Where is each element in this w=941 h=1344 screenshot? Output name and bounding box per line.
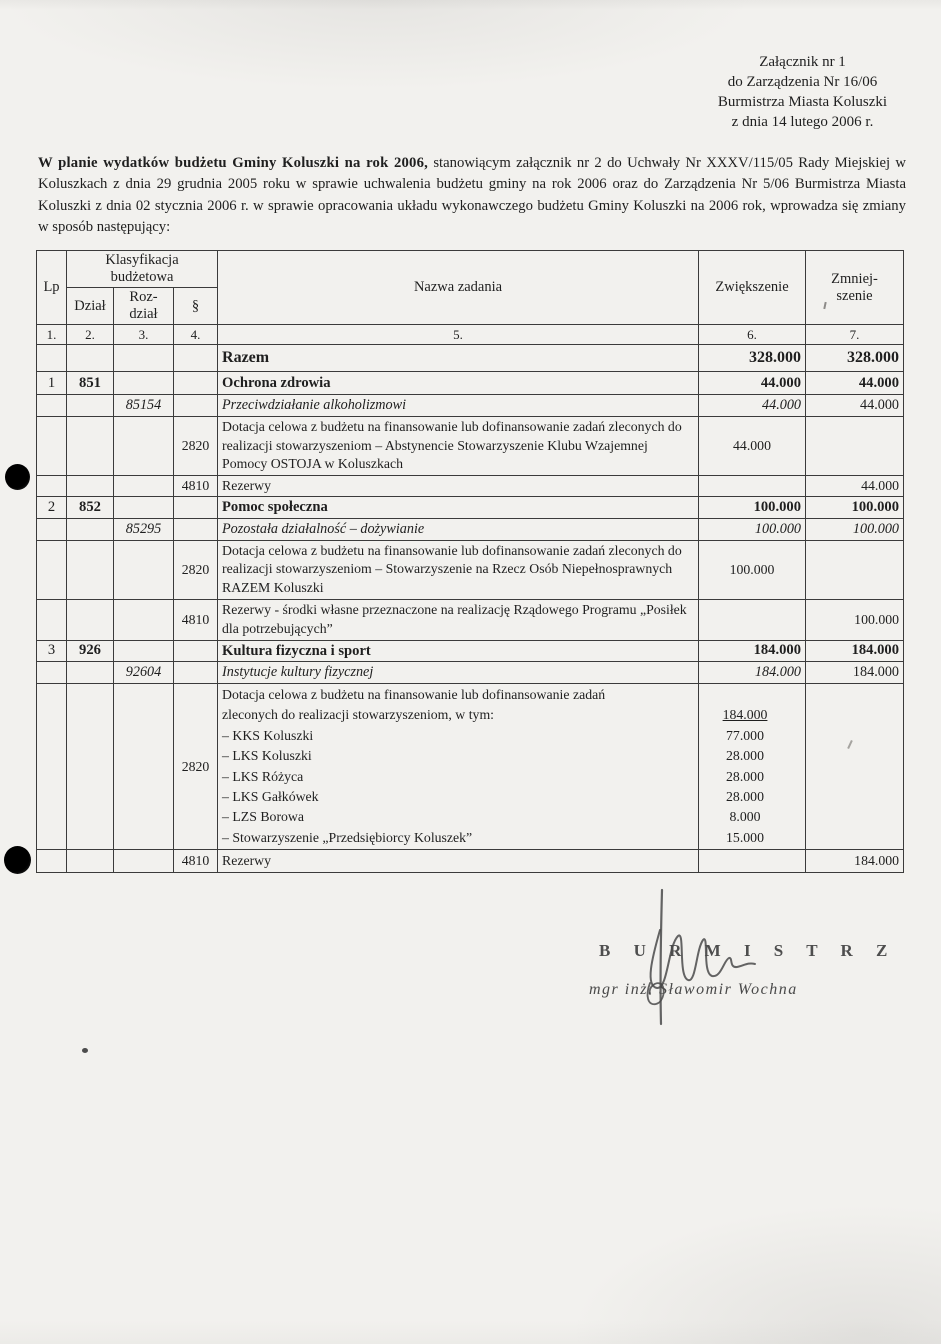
increase-value: 28.000: [726, 768, 764, 784]
mayor-stamp-name: mgr inż. Sławomir Wochna: [589, 981, 798, 998]
row-dzial: 852: [67, 497, 114, 519]
row-rozdzial: 85295: [114, 519, 174, 541]
row-decrease: 328.000: [806, 345, 904, 372]
row-decrease: 100.000: [806, 599, 904, 640]
row-name: [218, 684, 699, 850]
table-row: [37, 417, 904, 476]
row-increase: 184.000: [699, 640, 806, 662]
header-zmniej-line1: Zmniej-: [831, 270, 878, 287]
colnum-2: 2.: [67, 325, 114, 345]
row-decrease: [806, 684, 904, 850]
punch-hole-mark-top: [5, 464, 30, 490]
increase-value: 15.000: [726, 829, 764, 845]
row-paragraf: 4810: [174, 599, 218, 640]
row-decrease: [806, 540, 904, 599]
header-klasyfikacja: [67, 251, 218, 288]
dotacja-line: – KKS Koluszki: [222, 727, 314, 743]
table-row: [37, 684, 904, 850]
header-rozdzial-line2: dział: [129, 306, 158, 322]
row-lp: 1: [37, 372, 67, 395]
row-decrease: 44.000: [806, 475, 904, 497]
colnum-3: 3.: [114, 325, 174, 345]
row-name: Przeciwdziałanie alkoholizmowi: [218, 395, 699, 417]
annex-line-1: Załącznik nr 1: [759, 54, 846, 70]
header-zmniej-line2: szenie: [836, 287, 873, 304]
row-increase: [699, 475, 806, 497]
table-row: [37, 662, 904, 684]
increase-value: 28.000: [726, 748, 764, 764]
table-header-row-1: [37, 251, 904, 288]
dotacja-line: – LKS Gałkówek: [222, 789, 319, 805]
header-klasyfikacja-line1: Klasyfikacja: [105, 252, 179, 268]
dotacja-line: – LKS Różyca: [222, 768, 304, 784]
table-row: [37, 372, 904, 395]
row-increase: 100.000: [699, 540, 806, 599]
row-increase: 100.000: [699, 497, 806, 519]
table-row: [37, 345, 904, 372]
colnum-7: 7.: [806, 325, 904, 345]
table-row: [37, 519, 904, 541]
row-increase: 184.000: [699, 662, 806, 684]
annex-line-4: z dnia 14 lutego 2006 r.: [731, 114, 874, 130]
row-name: Pomoc społeczna: [218, 497, 699, 519]
table-row: [37, 850, 904, 873]
ink-speck: [82, 1048, 88, 1053]
table-row: [37, 540, 904, 599]
row-decrease: [806, 417, 904, 476]
colnum-6: 6.: [699, 325, 806, 345]
annex-line-2: do Zarządzenia Nr 16/06: [727, 74, 878, 90]
row-paragraf: 4810: [174, 475, 218, 497]
increase-values: [703, 685, 801, 848]
handwritten-signature: [590, 888, 850, 1028]
row-name: Rezerwy: [218, 475, 699, 497]
row-name: Pozostała działalność – dożywianie: [218, 519, 699, 541]
dotacja-line: Dotacja celowa z budżetu na finansowanie lub dofinansowanie zadań: [222, 687, 606, 702]
header-rozdzial-line1: Roz-: [129, 289, 158, 305]
row-decrease: 44.000: [806, 372, 904, 395]
punch-hole-mark-bottom: [4, 846, 31, 874]
header-paragraf: §: [174, 288, 218, 325]
row-increase: [699, 684, 806, 850]
row-name: Instytucje kultury fizycznej: [218, 662, 699, 684]
header-rozdzial: [114, 288, 174, 325]
row-dzial: 851: [67, 372, 114, 395]
mayor-stamp-title: B U R M I S T R Z: [599, 941, 897, 960]
intro-bold: W planie wydatków budżetu Gminy Koluszki na rok 2006,: [38, 155, 429, 171]
row-increase: 100.000: [699, 519, 806, 541]
row-decrease: 100.000: [806, 497, 904, 519]
row-decrease: 44.000: [806, 395, 904, 417]
row-decrease: 184.000: [806, 850, 904, 873]
row-paragraf: 2820: [174, 684, 218, 850]
row-name: Dotacja celowa z budżetu na finansowanie lub dofinansowanie zadań zleconych do realizacji stowarzyszeniom – Abstynencie Stowarzyszenie Klubu Wzajemnej Pomocy OSTOJA w Koluszkach: [218, 417, 699, 476]
row-name: Kultura fizyczna i sport: [218, 640, 699, 662]
row-increase: 44.000: [699, 395, 806, 417]
increase-value: 28.000: [726, 789, 764, 805]
header-zmniejszenie: [806, 251, 904, 325]
table-row: [37, 475, 904, 497]
row-increase: 44.000: [699, 372, 806, 395]
row-paragraf: 2820: [174, 417, 218, 476]
row-name: Rezerwy: [218, 850, 699, 873]
row-name: Rezerwy - środki własne przeznaczone na realizację Rządowego Programu „Posiłek dla potrzebujących”: [218, 599, 699, 640]
annex-header: [695, 52, 910, 132]
header-dzial: Dział: [67, 288, 114, 325]
header-nazwa: Nazwa zadania: [218, 251, 699, 325]
row-increase: [699, 850, 806, 873]
row-decrease: 184.000: [806, 640, 904, 662]
annex-line-3: Burmistrza Miasta Koluszki: [717, 94, 888, 110]
row-paragraf: 2820: [174, 540, 218, 599]
row-increase: [699, 599, 806, 640]
column-number-row: [37, 325, 904, 345]
row-name: Ochrona zdrowia: [218, 372, 699, 395]
row-lp: 2: [37, 497, 67, 519]
row-rozdzial: 92604: [114, 662, 174, 684]
dotacja-line: – Stowarzyszenie „Przedsiębiorcy Koluszek”: [222, 829, 473, 845]
dotacja-line: – LZS Borowa: [222, 809, 305, 825]
increase-value: 184.000: [722, 707, 768, 723]
row-paragraf: 4810: [174, 850, 218, 873]
row-lp: 3: [37, 640, 67, 662]
row-rozdzial: 85154: [114, 395, 174, 417]
table-row: [37, 497, 904, 519]
dotacja-list: [222, 685, 694, 848]
increase-value: 77.000: [726, 727, 764, 743]
row-dzial: 926: [67, 640, 114, 662]
colnum-1: 1.: [37, 325, 67, 345]
dotacja-line: – LKS Koluszki: [222, 748, 312, 764]
row-decrease: 100.000: [806, 519, 904, 541]
budget-table: [36, 250, 904, 873]
colnum-4: 4.: [174, 325, 218, 345]
row-increase: 44.000: [699, 417, 806, 476]
intro-rest: stanowiącym załącznik nr 2 do Uchwały Nr XXXV/115/05 Rady Miejskiej w Koluszkach z dnia 29 grudnia 2005 roku w sprawie uchwalenia budżetu gminy na rok 2006 oraz do Zarządzenia Nr 5/06 Burmistrza Miasta Koluszki z dnia 02 stycznia 2006 r. w sprawie opracowania układu wykonawczego budżetu Gminy Koluszki na 2006 rok, wprowadza się zmiany w sposób następujący:: [38, 155, 906, 236]
intro-paragraph: [38, 153, 906, 239]
table-row: [37, 599, 904, 640]
increase-value: 8.000: [729, 809, 761, 825]
header-klasyfikacja-line2: budżetowa: [110, 269, 174, 285]
table-row: [37, 640, 904, 662]
table-row: [37, 395, 904, 417]
row-name: Dotacja celowa z budżetu na finansowanie lub dofinansowanie zadań zleconych do realizacji stowarzyszeniom – Stowarzyszenie na Rzecz Osób Niepełnosprawnych RAZEM Koluszki: [218, 540, 699, 599]
dotacja-line: zleconych do realizacji stowarzyszeniom, w tym:: [222, 707, 495, 723]
header-lp: Lp: [37, 251, 67, 325]
header-zwiekszenie: Zwiększenie: [699, 251, 806, 325]
colnum-5: 5.: [218, 325, 699, 345]
row-increase: 328.000: [699, 345, 806, 372]
row-name: Razem: [218, 345, 699, 372]
row-decrease: 184.000: [806, 662, 904, 684]
